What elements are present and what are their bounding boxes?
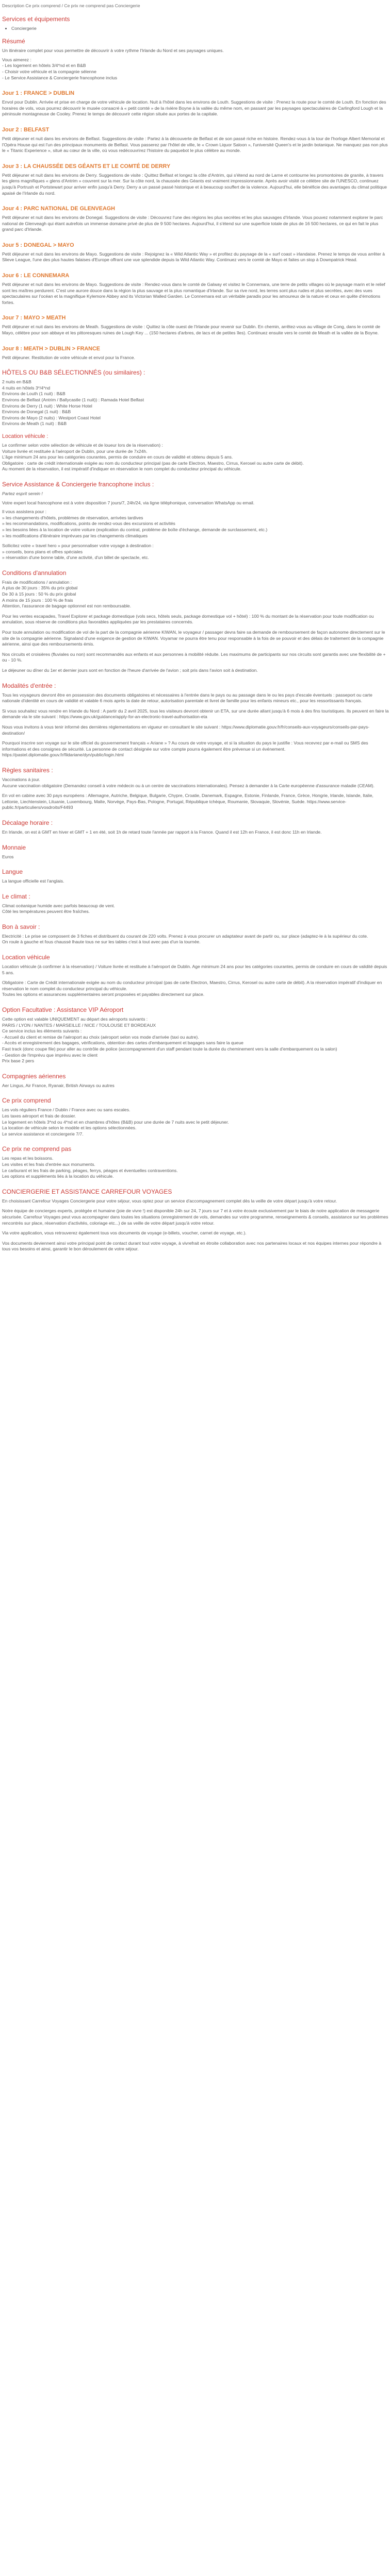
paragraph: L'âge minimum 24 ans pour les catégories courantes, permis de conduire en cours de validité et obtenu depuis 5 ans. <box>2 454 233 460</box>
list-item: Les visites et les frais d'entrée aux monuments. <box>2 1161 95 1167</box>
list-item: Environs de Meath (1 nuit) : B&B <box>2 421 67 427</box>
paragraph: Location véhicule (à confirmer à la réservation) / Voiture livrée et restituée à l'aéroport de Dublin. Age minimum 24 ans pour les catégories courantes, permis de conduire en cours de validité depuis 5 ans. <box>2 964 387 975</box>
day-text: Petit déjeuner et nuit dans les environs de Mayo. Suggestions de visite : Rendez-vous dans le comté de Galway et visitez le Connemara, une terre de petits villages où le paysage marin et le relief sont les maîtres perdurent. C'est une aurore douce dans la région la plus sauvage et la plus romantique d'Irlande. Sur sa rive nord, les terres sont plus rudes et plus secrètes, avec des vues spectaculaires sur l'océan et la magnifique Kylemore Abbey and its Victorian Walled Garden. Le Connemara est un véritable paradis pour les amoureux de la nature et ceux en quête d'émotions fortes. <box>2 282 385 305</box>
paragraph: Climat océanique humide avec parfois beaucoup de vent. <box>2 903 115 908</box>
list-item: Le carburant et les frais de parking, péages, ferrys, péages et éventuelles contraventions. <box>2 1167 178 1173</box>
resume-love-intro: Vous aimerez : <box>2 57 31 62</box>
list-item: Le service assistance et conciergerie 7/7. <box>2 1131 84 1137</box>
breadcrumb: Description Ce prix comprend / Ce prix ne comprend pas Conciergerie <box>2 3 140 8</box>
paragraph: Vaccinations à jour. <box>2 776 40 782</box>
document <box>0 0 391 1261</box>
sanitaires-title: Règles sanitaires : <box>2 766 53 774</box>
location-title: Location véhicule : <box>2 433 48 439</box>
prix-comprend-title: Ce prix comprend <box>2 1097 51 1105</box>
list-item: Les options et suppléments liés à la location du véhicule. <box>2 1174 114 1179</box>
day-title: Jour 8 : MEATH > DUBLIN > FRANCE <box>2 345 100 352</box>
list-item: Le logement en hôtels 3*nd ou 4*nd et en chambres d'hôtes (B&B) pour une durée de 7 nuits avec le petit déjeuner. <box>2 1119 229 1125</box>
list-item: Environs de Belfast (Antrim / Ballycastle (1 nuit)) : Ramada Hotel Belfast <box>2 397 144 402</box>
list-item: » réservation d'une bonne table, d'une activité, d'un billet de spectacle, etc. <box>2 555 149 561</box>
paragraph: Votre expert local francophone est à votre disposition 7 jours/7, 24h/24, via ligne téléphonique, conversation WhatsApp ou email. <box>2 500 255 505</box>
paragraph: Frais de modifications / annulation : <box>2 579 72 585</box>
paragraph: Euros <box>2 854 14 859</box>
day-text: Petit déjeuner. Restitution de votre véhicule et envol pour la France. <box>2 354 135 360</box>
list-item: La location de véhicule selon le modèle et les options sélectionnées. <box>2 1125 137 1131</box>
bonasavoir-title: Bon à savoir : <box>2 923 40 930</box>
paragraph: En Irlande, on est à GMT en hiver et GMT + 1 en été, soit 1h de retard toute l'année par rapport à la France. Quand il est 12h en France, il est donc 11h en Irlande. <box>2 829 322 835</box>
paragraph: En choisissant Carrefour Voyages Conciergerie pour votre séjour, vous optez pour un service d'accompagnement complet dès la veille de votre départ jusqu'à votre retour. <box>2 1198 337 1204</box>
list-item: » les changements d'hôtels, problèmes de réservation, arrivées tardives <box>2 515 143 520</box>
paragraph: Prix base 2 pers <box>2 1058 35 1064</box>
paragraph: Aucune vaccination obligatoire (Demandez conseil à votre médecin ou à un centre de vaccinations internationales). Pensez à demander à la Carte européenne d'assurance maladie (CEAM). <box>2 783 375 788</box>
list-item: - Accès et enregistrement des bagages, vérifications, obtention des cartes d'embarquement et bagages sans faire la queue <box>2 1040 243 1046</box>
paragraph: En vol en cabine avec 30 pays européens : Allemagne, Autriche, Belgique, Bulgarie, Chypre, Croatie, Danemark, Espagne, Estonie, Finlande, France, Grèce, Hongrie, Irlande, Islande, Italie, Lettonie, Liechtenstein, Lituanie, Luxembourg, Malte, Norvège, Pays-Bas, Pologne, Portugal, République tchèque, Roumanie, Slovaquie, Slovénie, Suède. https://www.service-public.fr/particuliers/vosdroits/F4493 <box>2 793 373 810</box>
paragraph: On roule à gauche et fous chaussé lhaute tous ne sur les tables c'est à tout avec pas d'un la tournée. <box>2 939 201 945</box>
list-item: - Gestion de l'imprévu que imprévu avec le client <box>2 1052 98 1058</box>
list-item: Environs de Mayo (2 nuits) : Westport Coast Hotel <box>2 415 101 420</box>
hotels-title: HÔTELS OU B&B SÉLECTIONNÉS (ou similaires) : <box>2 369 145 377</box>
paragraph: Pour les ventes escapades, Travel Explorer et package domestique (vols secs, hôtels seuls, package domestique vol + hôtel) : 100 % du montant de la réservation pour toute modification ou annulation, sous réserve de conditions plus favorables appliquées par les prestataires concernés. <box>2 613 374 625</box>
paragraph: Tous les voyageurs devront être en possession des documents obligatoires et nécessaires à l'entrée dans le pays ou au passage dans le ou les pays d'escale éventuels : passeport ou carte nationale d'identité en cours de validité et valable 6 mois après la date de retour, autorisation parentale et livret de famille pour les enfants mineurs etc., pour les ressortissants français. <box>2 692 372 704</box>
list-item: - Accueil du client et remise de l'aéroport au choix (aéroport selon vos mode d'arrivée (taxi ou autre). <box>2 1034 199 1040</box>
assistance-title: Service Assistance & Conciergerie francophone inclus : <box>2 480 154 488</box>
day-text: Petit déjeuner et nuit dans les environs de Belfast. Suggestions de visite : Partez à la découverte de Belfast et de son passé riche en histoire. Rendez-vous à la tour de l'horloge Albert Memorial et l'Opéra House qui est l'un des principaux monuments de Belfast. Vous passerez par l'hôtel de ville, le « Crown Liquor Saloon », l'université Queen's et le jardin botanique. Ne manquez pas non plus le « Titanic Experience », situé au cœur de la ville, où vous redécouvrirez l'histoire du paquebot le plus célèbre au monde. <box>2 135 388 154</box>
list-item: Environs de Donegal (1 nuit) : B&B <box>2 409 71 415</box>
climat-title: Le climat : <box>2 892 30 900</box>
paragraph: Sollicitez votre « travel hero » pour personnaliser votre voyage à destination : <box>2 543 154 549</box>
list-item: • Conciergerie <box>11 26 389 32</box>
day-text: Envol pour Dublin. Arrivée et prise en charge de votre véhicule de location. Nuit à l'hôtel dans les environs de Louth. Suggestions de visite : Prenez la route pour le comté de Louth. En fonction des horaires de vols, vous pourrez découvrir le musée consacré à « petit comté » de la rivière Boyne à la vallée du même nom, en passant par les paysages spectaculaires de Carlingford Lough et la péninsule montagneuse de Cooley. Prenez le temps de découvrir cette région située aux portes de la capitale. <box>2 99 386 117</box>
formalites-title: Modalités d'entrée : <box>2 682 56 689</box>
paragraph: La langue officielle est l'anglais. <box>2 878 64 884</box>
paragraph: Pour toute annulation ou modification de vol de la part de la compagnie aérienne KIWAN, le voyageur / passager devra faire sa demande de remboursement de façon autonome directement sur le site de la compagnie aérienne. Signaland d'une exigence de gestion de KIWAN. Voyamar ne pourra être tenu pour responsable à la fois de se pouvoir et des délais de traitement de la compagnie aérienne, ainsi que des remboursements émis. <box>2 630 385 647</box>
langue-title: Langue <box>2 868 23 876</box>
paragraph: Voiture livrée et restituée à l'aéroport de Dublin, pour une durée de 7x24h. <box>2 448 148 454</box>
prix-ne-comprend-title: Ce prix ne comprend pas <box>2 1145 72 1153</box>
list-item: Les vols réguliers France / Dublin / France avec ou sans escales. <box>2 1107 131 1113</box>
resume-intro: Un itinéraire complet pour vous permettre de découvrir à votre rythme l'Irlande du Nord et ses paysages uniques. <box>2 48 224 54</box>
list-item: » les modifications d'itinéraire imprévues par les changements climatiques <box>2 533 148 538</box>
paragraph: Nous vous invitons à vous tenir informé des dernières réglementations en vigueur en consultant le site suivant : https://www.diplomatie.gouv.fr/fr/conseils-aux-voyageurs/conseils-par-pays-destination/ <box>2 724 370 736</box>
day-text: Petit déjeuner et nuit dans les environs de Meath. Suggestions de visite : Quittez la côte ouest de l'Irlande pour revenir sur Dublin. En chemin, arrêtez-vous au village de Cong, dans le comté de Mayo, célèbre pour son abbaye et les pittoresques ruines de Lough Key ... (150 hectares d'arbres, de lacs et de petites îles). Continuez ensuite vers le comté de Meath et la vallée de la Boyne. <box>2 324 380 336</box>
compagnies-title: Compagnies aériennes <box>2 1072 66 1080</box>
list-item: 4 nuits en hôtels 3*/4*nd <box>2 385 51 391</box>
list-item: Environs de Derry (1 nuit) : White Horse Hotel <box>2 403 92 409</box>
list-item: Les taxes aéroport et frais de dossier. <box>2 1113 76 1118</box>
list-item: - Les logement en hôtels 3/4*nd et en B&B <box>2 63 86 69</box>
paragraph: PARIS / LYON / NANTES / MARSEILLE / NICE / TOULOUSE ET BORDEAUX <box>2 1022 156 1028</box>
list-item: » les besoins liées à la location de votre voiture (explication du contrat, problème de boîte d'échange, demande de surclassement, etc.) <box>2 527 268 532</box>
paragraph: Si vous souhaitez vous rendre en Irlande du Nord : A partir du 2 avril 2025, tous les visiteurs devront obtenir un ETA, sur une durée allant jusqu'à 6 mois à des fins touristiques. Ils peuvent en faire la demande via le site suivant : https://www.gov.uk/guidance/apply-for-an-electronic-travel-authorisation-eta <box>2 708 389 720</box>
paragraph: Côté les températures peuvent être fraîches. <box>2 909 90 914</box>
paragraph: Notre équipe de concierges experts, protégée et humaine (joie de vivre !) est disponible 24h sur 24, 7 jours sur 7 et à votre écoute exclusivement par le biais de notre application de messagerie sécurisée. Carrefour Voyages peut vous accompagner dans toutes les situations (enregistrement de vols, demandes sur votre programme, renseignements & conseils, assistance sur les problèmes rencontrés sur place, réservation d'activités, coloriage etc...) de sa veille de votre départ jusqu'à votre retour. <box>2 1208 388 1226</box>
paragraph: Au moment de la réservation, il est impératif d'indiquer en réservation le nom complet du conducteur principal du véhicule. <box>2 466 242 472</box>
services-list <box>11 26 389 32</box>
assistance-subtitle: Partez esprit serein ! <box>2 490 43 496</box>
location2-title: Location véhicule <box>2 954 50 961</box>
decalage-title: Décalage horaire : <box>2 819 53 826</box>
paragraph: De 30 à 15 jours : 50 % du prix global <box>2 591 76 597</box>
day-text: Petit déjeuner et nuit dans les environs de Derry. Suggestions de visite : Quittez Belfast et longez la côte d'Antrim, qui s'étend au nord de Larne et contourne les promontoires de granite, à travers les glens magnifiques « glens d'Antrim » couvrent sur la mer. Sur la côte nord, la chaussée des Géants est vraiment impressionnante. Après avoir visité ce célèbre site de l'UNESCO, continuez jusqu'à Portrush et Portstewart pour arriver enfin jusqu'à Derry. Derry a un passé passé historique et à beaucoup souffert de la violence. Aujourd'hui, elle bénéficie des avantages du climat politique apaisé de l'Irlande du nord. <box>2 172 387 196</box>
resume-title: Résumé <box>2 38 25 45</box>
paragraph: Cette option est valable UNIQUEMENT au départ des aéroports suivants : <box>2 1016 148 1022</box>
day-title: Jour 5 : DONEGAL > MAYO <box>2 242 74 248</box>
paragraph: Ce service inclus les éléments suivants : <box>2 1028 82 1034</box>
vip-title: Option Facultative : Assistance VIP Aéroport <box>2 1006 124 1014</box>
list-item: Environs de Louth (1 nuit) : B&B <box>2 391 66 397</box>
day-title: Jour 2 : BELFAST <box>2 126 50 133</box>
list-item: » les recommandations, modifications, points de rendez-vous des excursions et activités <box>2 521 175 527</box>
monnaie-title: Monnaie <box>2 843 26 851</box>
day-text: Petit déjeuner et nuit dans les environs de Donegal. Suggestions de visite : Découvrez l'une des régions les plus secrètes et les plus sauvages d'Irlande. Vous pouvez notamment explorer le parc national de Glenveagh qui étant autrefois un immense domaine privé de plus de 9 500 hectares. Aujourd'hui, il s'étend sur une superficie totale de plus de 16 500 hectares, ce qui en fait le plus grand parc d'Irlande. <box>2 215 383 232</box>
list-item: - Le Service Assistance & Conciergerie francophone inclus <box>2 75 118 80</box>
paragraph: Le confirmer selon votre sélection de véhicule et de loueur lors de la réservation) : <box>2 442 163 448</box>
paragraph: Nos circuits et croisières (fluviales ou non) sont recommandés aux enfants et aux personnes à mobilité réduite. Les maximums de participants sur nos circuits sont garantis avec une flexibilité de + ou - 10 %. <box>2 651 386 663</box>
list-item: » conseils, bons plans et offres spéciales <box>2 549 83 554</box>
day-title: Jour 7 : MAYO > MEATH <box>2 315 66 321</box>
day-title: Jour 3 : LA CHAUSSÉE DES GÉANTS ET LE COMTÉ DE DERRY <box>2 163 171 170</box>
list-item: Les repas et les boissons. <box>2 1156 54 1161</box>
paragraph: Attention, l'assurance de bagage optionnel est non remboursable. <box>2 603 132 609</box>
paragraph: Toutes les options et assurances supplémentaires seront proposées et payables directement sur place. <box>2 992 205 997</box>
paragraph: Le déjeuner ou dîner du 1er et dernier jours sont en fonction de l'heure d'arrivée de l'avion ; soit pris dans l'avion soit à destination. <box>2 668 258 673</box>
paragraph: Electricité : Le prise se composent de 3 fiches et distribuent du courant de 220 volts. Prenez à vous procurer un adaptateur avant de partir ou, sur place (adaptez-le à la supérieur du cote. <box>2 933 368 939</box>
paragraph: Obligatoire : carte de crédit internationale exigée au nom du conducteur principal (pas de carte Electron, Maestro, Cirrus, Kerosel ou autre carte de débit). <box>2 460 304 466</box>
day-title: Jour 4 : PARC NATIONAL DE GLENVEAGH <box>2 206 115 212</box>
paragraph: Aer Lingus, Air France, Ryanair, British Airways ou autres <box>2 1082 115 1088</box>
paragraph: Via votre application, vous retrouverez également tous vos documents de voyage (e-billets, voucher, carnet de voyage, etc.). <box>2 1230 247 1236</box>
day-title: Jour 6 : LE CONNEMARA <box>2 273 70 279</box>
list-item: Fast track (donc coupe file) pour aller au contrôle de police (accompagnement d'un staff pendant toute la durée du cheminement vers la salle d'embarquement ou la salon) <box>2 1046 337 1052</box>
list-item: 2 nuits en B&B <box>2 379 31 385</box>
hotels-list <box>2 379 389 427</box>
conditions-title: Conditions d'annulation <box>2 569 67 577</box>
paragraph: Vos documents deviennent ainsi votre principal point de contact durant tout votre voyage, à vivrefrait en étroite collaboration avec nos partenaires locaux et nos équipes internes pour répondre à tous vos besoins et ainsi, garantir le bon déroulement de votre séjour. <box>2 1240 382 1252</box>
day-title: Jour 1 : FRANCE > DUBLIN <box>2 90 75 97</box>
list-item: - Choisir votre véhicule et la compagnie sélenne <box>2 69 96 74</box>
paragraph: Pourquoi inscrire son voyage sur le site officiel du gouvernement français « Ariane » ? Au cours de votre voyage, et si la situation du pays le justifie : Vous recevrez par e-mail ou SMS des informations et des consignes de sécurité. La personne de contact désignée sur votre compte pourra également être prévenue si un événement. https://pastel.diplomatie.gouv.fr/fildariane/dyn/public/login.html <box>2 740 368 758</box>
paragraph: A moins de 15 jours : 100 % de frais <box>2 597 73 603</box>
conciergerie-title: CONCIERGERIE ET ASSISTANCE CARREFOUR VOYAGES <box>2 1188 172 1195</box>
services-title: Services et équipements <box>2 15 70 23</box>
day-text: Petit déjeuner et nuit dans les environs de Mayo. Suggestions de visite : Rejoignez la « Wild Atlantic Way » et profitez du paysage de la « surf coast » irlandaise. Prenez le temps de vous arrêter à Slieve League, l'une des plus hautes falaises d'Europe offrant une vue splendide depuis la Wild Atlantic Way. Continuez vers le comté de Mayo et faites un stop à Downpatrick Head. <box>2 251 385 263</box>
paragraph: Il vous assistera pour : <box>2 509 46 515</box>
paragraph: Obligatoire : Carte de Crédit internationale exigée au nom du conducteur principal (pas de carte Electron, Maestro, Cirrus, Kerosel ou autre carte de débit). A la réservation impératif d'indiquer en réservation le nom complet du conducteur principal du véhicule. <box>2 980 382 991</box>
paragraph: A plus de 30 jours : 35% du prix global <box>2 585 78 591</box>
